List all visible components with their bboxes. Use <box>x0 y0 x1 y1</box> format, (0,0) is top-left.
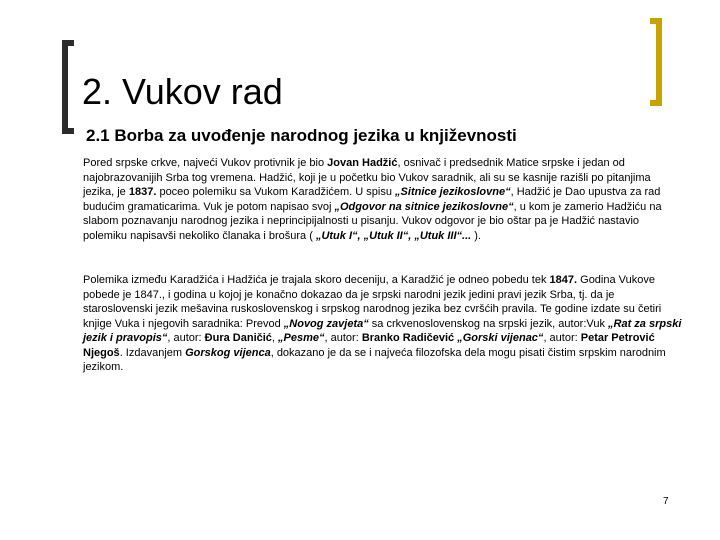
p1-text: , osnivač i predsednik Matice srpske i jedan od najobrazovanijih Srba tog vremena. Hadžić, koji je u početku bio Vukov saradnik, ali su se kasnije razišli po pitanjima jezika, je <box>83 157 651 198</box>
p2-work-title: „Novog zavjeta“ <box>283 317 369 330</box>
p2-work-title: „Rat za srpski jezik i pravopis“ <box>83 317 682 344</box>
p2-text: . Izdavanjem <box>119 346 186 359</box>
p1-text: ). <box>471 229 481 242</box>
slide-title: 2. Vukov rad <box>82 71 283 112</box>
p2-text: , autor: <box>324 332 362 344</box>
left-bracket-decoration <box>62 40 74 134</box>
p2-bold: 1847. <box>549 274 578 286</box>
p2-text: , dokazano je da se i najveća filozofska dela mogu pisati čistim srpskim narodnim jezikom. <box>83 346 666 373</box>
paragraph-victory-1847 <box>83 273 683 375</box>
p2-work-title: „Pesme“ <box>278 332 325 344</box>
p2-work-title: „Gorski vijenac“ <box>457 332 544 344</box>
p1-text: , Hadžić je Dao upustva za rad budućim gramaticarima. Vuk je potom napisao svoj <box>83 186 661 213</box>
p2-text: , autor: <box>167 332 205 344</box>
slide-subtitle: 2.1 Borba za uvođenje narodnog jezika u književnosti <box>86 126 517 145</box>
p1-text: Pored srpske crkve, najveći Vukov protivnik je bio <box>83 157 328 169</box>
p1-work-title: „Sitnice jezikoslovne“ <box>395 186 511 198</box>
p1-work-title: „Odgovor na sitnice jezikoslovne“ <box>334 200 514 213</box>
p1-text: , u kom je zamerio Hadžiću na slabom poznavanju narodnog jezika i neprincipijalnosti u pisanju. Vukov odgovor je bio oštar pa je Hadžić nastavio polemiku napisavši nekoliko članaka i brošura ( <box>83 200 662 242</box>
p2-text: Polemika između Karadžića i Hadžića je trajala skoro deceniju, a Karadžić je odneo pobedu tek <box>83 274 550 286</box>
p2-author: Petar Petrović Njegoš <box>83 332 655 359</box>
right-bracket-decoration <box>650 18 662 106</box>
p2-author: Đura Daničić <box>204 332 272 344</box>
p2-text: sa crkvenoslovenskog na srpski jezik, autor:Vuk <box>368 317 609 330</box>
page-number: 7 <box>663 496 669 507</box>
p2-text: Godina Vukove pobede je 1847., i godina u kojoj je konačno dokazao da je srpski narodni jezik jedini pravi jezik Srba, tj. da je staroslovenski jezik mešavina ruskoslovenskog i srpskog narodnog jezika bez cvršćih pravila. Te godine izdate su četiri knjige Vuka i njegovih saradnika: Prevod <box>83 274 662 330</box>
p1-work-title: „Utuk I“, „Utuk II“, „Utuk III“... <box>315 229 472 242</box>
p2-work-title: Gorskog vijenca <box>185 346 271 359</box>
paragraph-hadzic-polemic <box>83 156 683 243</box>
p1-bold: 1837. <box>128 186 157 198</box>
p2-text: , autor: <box>543 332 581 344</box>
p2-text: , <box>271 332 279 344</box>
p1-text: poceo polemiku sa Vukom Karadžićem. U spisu <box>156 186 396 198</box>
p2-author: Branko Radičević <box>361 332 455 344</box>
p1-bold: Jovan Hadžić <box>327 157 398 169</box>
